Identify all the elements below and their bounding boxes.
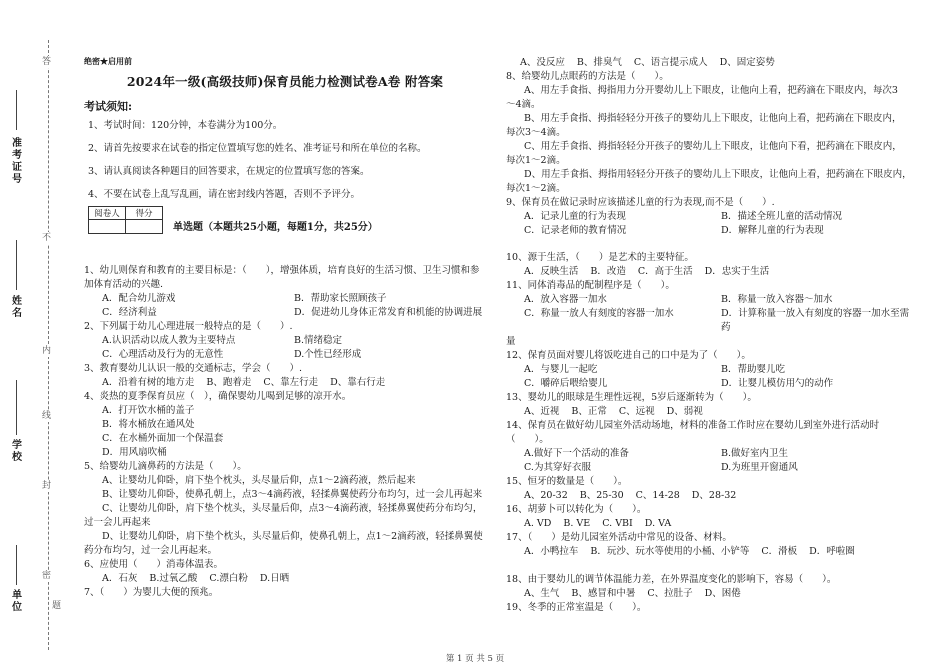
exam-number-label: 准考证号 bbox=[12, 138, 22, 185]
question-12-options bbox=[524, 377, 918, 391]
unit-field[interactable] bbox=[16, 545, 17, 585]
option[interactable]: C．嚼碎后喂给婴儿 bbox=[524, 378, 608, 389]
option[interactable]: B、感冒和中暑 bbox=[571, 588, 636, 599]
option[interactable]: D、靠右行走 bbox=[330, 377, 386, 388]
option[interactable]: D.为班里开窗通风 bbox=[721, 462, 798, 473]
option[interactable]: B、25-30 bbox=[579, 490, 624, 501]
question-11: 11、同体消毒品的配制程序是（ ）。 bbox=[506, 280, 675, 291]
option[interactable]: B.情绪稳定 bbox=[294, 335, 343, 346]
option[interactable]: A、让婴幼儿仰卧，肩下垫个枕头，头尽量后仰，点1～2滴药液，然后起来 bbox=[102, 475, 416, 486]
option[interactable]: D、28-32 bbox=[691, 490, 737, 501]
option-continuation: 量 bbox=[506, 336, 516, 347]
question-16-options bbox=[524, 517, 918, 531]
seal-mark-xian: 线 bbox=[42, 411, 52, 421]
score-table bbox=[88, 206, 163, 234]
question-10: 10、源于生活，（ ）是艺术的主要特征。 bbox=[506, 252, 694, 263]
question-13: 13、婴幼儿的眼球是生理性远视，5岁后逐渐转为（ ）。 bbox=[506, 392, 757, 403]
question-1-options bbox=[102, 292, 486, 306]
question-2: 2、下列属于幼儿心理进展一般特点的是（ ）. bbox=[84, 321, 293, 332]
option[interactable]: A．小鸭拉车 bbox=[524, 546, 579, 557]
option[interactable]: B、排臭气 bbox=[576, 57, 622, 68]
option[interactable]: B．将水桶放在通风处 bbox=[102, 419, 195, 430]
seal-mark-nei: 内 bbox=[42, 346, 52, 356]
option[interactable]: C、语言提示成人 bbox=[633, 57, 708, 68]
option-continuation: 每次1～2滴。 bbox=[506, 183, 566, 194]
option[interactable]: D．呼啦圈 bbox=[809, 546, 855, 557]
option[interactable]: D、让婴幼儿仰卧，肩下垫个枕头，头尽量后仰，使鼻孔朝上，点1～2滴药液，轻揉鼻翼使 bbox=[102, 531, 483, 542]
question-14: 14、保育员在做好幼儿园室外活动场地，材料的准备工作时应在婴幼儿到室外进行活动时（ ）。 bbox=[506, 420, 880, 445]
option[interactable]: A.做好下一个活动的准备 bbox=[524, 448, 629, 459]
question-9-options bbox=[524, 210, 918, 224]
option[interactable]: A、没反应 bbox=[520, 57, 565, 68]
option[interactable]: D、固定姿势 bbox=[719, 57, 775, 68]
grader-header: 阅卷人 bbox=[89, 207, 126, 220]
question-6: 6、应使用（ ）消毒体温表。 bbox=[84, 559, 224, 570]
question-2-options bbox=[102, 348, 486, 362]
option[interactable]: D.个性已经形成 bbox=[294, 349, 362, 360]
option[interactable]: D、弱视 bbox=[666, 406, 703, 417]
seal-mark-da: 答 bbox=[42, 57, 52, 67]
question-7-options bbox=[520, 56, 918, 70]
option[interactable]: C．记录老师的教育情况 bbox=[524, 225, 627, 236]
question-18: 18、由于婴幼儿的调节体温能力差，在外界温度变化的影响下，容易（ ）。 bbox=[506, 574, 837, 585]
exam-number-field[interactable] bbox=[16, 90, 17, 130]
option[interactable]: C.漂白粉 bbox=[209, 573, 248, 584]
option[interactable]: D．让婴儿模仿用勺的动作 bbox=[721, 378, 834, 389]
option[interactable]: A. VD bbox=[524, 518, 552, 529]
option[interactable]: C．称量一放人有刻度的容器一加水 bbox=[524, 308, 674, 319]
question-8: 8、给婴幼儿点眼药的方法是（ ）。 bbox=[506, 71, 669, 82]
name-label: 姓名 bbox=[12, 296, 22, 319]
option[interactable]: C、远视 bbox=[618, 406, 655, 417]
option[interactable]: B．描述全班儿童的活动情况 bbox=[721, 211, 842, 222]
score-header: 得分 bbox=[126, 207, 163, 220]
option[interactable]: B．帮助婴儿吃 bbox=[721, 364, 785, 375]
question-12: 12、保育员面对婴儿将饭吃进自己的口中是为了（ ）。 bbox=[506, 350, 751, 361]
option[interactable]: C、用左手食指、拇指轻轻分开孩子的婴幼儿上下眼皮，让他向下看，把药滴在下眼皮内， bbox=[524, 141, 902, 152]
unit-label: 单位 bbox=[12, 590, 22, 613]
question-10-options bbox=[524, 265, 918, 279]
score-row bbox=[88, 206, 486, 234]
notice-item: 1、考试时间：120分钟，本卷满分为100分。 bbox=[88, 120, 283, 131]
option[interactable]: A、20-32 bbox=[524, 490, 568, 501]
score-cell[interactable] bbox=[126, 220, 163, 234]
question-9-options bbox=[524, 224, 918, 238]
question-1: 1、幼儿则保育和教育的主要目标是：（ ），增强体质，培育良好的生活习惯、卫生习惯和参加体育活动的兴趣. bbox=[84, 265, 480, 290]
option[interactable]: D. VA bbox=[644, 518, 672, 529]
question-14-options bbox=[524, 461, 918, 475]
question-7: 7、（ ）为婴儿大便的预兆。 bbox=[84, 587, 219, 598]
seal-mark-mi: 密 bbox=[42, 571, 52, 581]
question-11-options bbox=[524, 293, 918, 307]
option[interactable]: D．用风扇吹桶 bbox=[102, 447, 167, 458]
option[interactable]: A．石灰 bbox=[102, 573, 138, 584]
option[interactable]: B．改造 bbox=[590, 266, 626, 277]
option[interactable]: C.为其穿好衣服 bbox=[524, 462, 591, 473]
option[interactable]: C．在水桶外面加一个保温套 bbox=[102, 433, 224, 444]
question-9: 9、保育员在做记录时应该描述儿童的行为表现,而不是（ ）. bbox=[506, 197, 775, 208]
option[interactable]: C. VBI bbox=[602, 518, 633, 529]
option[interactable]: B.做好室内卫生 bbox=[721, 448, 789, 459]
option[interactable]: B. VE bbox=[563, 518, 591, 529]
question-15: 15、恒牙的数量是（ ）。 bbox=[506, 476, 628, 487]
option-continuation: ～4滴。 bbox=[506, 99, 541, 110]
option[interactable]: A、生气 bbox=[524, 588, 560, 599]
option[interactable]: B、让婴幼儿仰卧，使鼻孔朝上，点3～4滴药液，轻揉鼻翼使药分布均匀，过一会儿再起来 bbox=[102, 489, 483, 500]
option[interactable]: A．打开饮水桶的盖子 bbox=[102, 405, 195, 416]
option[interactable]: B．称量一放入容器～加水 bbox=[721, 294, 833, 305]
option[interactable]: D．促进幼儿身体正常发育和机能的协调进展 bbox=[294, 307, 483, 318]
left-column bbox=[84, 56, 486, 600]
school-field[interactable] bbox=[16, 380, 17, 435]
option[interactable]: D．计算称量一放入有刻度的容器一加水至需药 bbox=[721, 308, 910, 333]
option[interactable]: A．与婴儿一起吃 bbox=[524, 364, 598, 375]
question-3-options bbox=[102, 376, 486, 390]
name-field[interactable] bbox=[16, 240, 17, 290]
option[interactable]: C、靠左行走 bbox=[263, 377, 319, 388]
seal-mark-ti: 题 bbox=[52, 601, 62, 611]
question-18-options bbox=[524, 587, 918, 601]
option[interactable]: B.过氧乙酸 bbox=[149, 573, 198, 584]
option[interactable]: A．沿着有树的地方走 bbox=[102, 377, 195, 388]
option[interactable]: C．心理活动及行为的无意性 bbox=[102, 349, 224, 360]
option[interactable]: A、用左手食指、拇指用力分开婴幼儿上下眼皮，让他向上看，把药滴在下眼皮内，每次3 bbox=[524, 85, 898, 96]
question-19: 19、冬季的正常室温是（ ）。 bbox=[506, 602, 647, 613]
question-17-options bbox=[524, 545, 918, 559]
option[interactable]: C、拉肚子 bbox=[647, 588, 693, 599]
option[interactable]: D、困倦 bbox=[704, 588, 741, 599]
page-footer: 第 1 页 共 5 页 bbox=[445, 654, 505, 664]
seal-mark-feng: 封 bbox=[42, 481, 52, 491]
option[interactable]: D.日晒 bbox=[259, 573, 290, 584]
secret-mark: 绝密★启用前 bbox=[84, 56, 132, 66]
exam-title: 2024年一级(高级技师)保育员能力检测试卷A卷 附答案 bbox=[126, 74, 444, 89]
section-title: 单选题（本题共25小题，每题1分，共25分） bbox=[173, 222, 378, 233]
grader-cell[interactable] bbox=[89, 220, 126, 234]
notice-item: 3、请认真阅读各种题目的回答要求，在规定的位置填写您的答案。 bbox=[88, 166, 370, 177]
option[interactable]: B．玩沙、玩水等使用的小桶、小铲等 bbox=[590, 546, 750, 557]
question-14-options bbox=[524, 447, 918, 461]
question-4: 4、炎热的夏季保育员应（ ），确保婴幼儿喝到足够的凉开水。 bbox=[84, 391, 352, 402]
option[interactable]: C、让婴幼儿仰卧，肩下垫个枕头，头尽量后仰，点3～4滴药液，轻揉鼻翼使药分布均匀， bbox=[102, 503, 483, 514]
notice-item: 2、请首先按要求在试卷的指定位置填写您的姓名、准考证号和所在单位的名称。 bbox=[88, 143, 427, 154]
option-continuation: 过一会儿再起来 bbox=[84, 517, 151, 528]
option[interactable]: C．经济利益 bbox=[102, 307, 157, 318]
notice-item: 4、不要在试卷上乱写乱画，请在密封线内答题，否则不予评分。 bbox=[88, 189, 361, 200]
option[interactable]: D、用左手食指、拇指用轻轻分开孩子的婴幼儿上下眼皮，让他向上看，把药滴在下眼皮内， bbox=[524, 169, 912, 180]
notice-title: 考试须知: bbox=[84, 100, 133, 113]
option[interactable]: C．高于生活 bbox=[637, 266, 693, 277]
option[interactable]: C．滑板 bbox=[761, 546, 798, 557]
seal-mark-bu: 不 bbox=[42, 233, 52, 243]
school-label: 学校 bbox=[12, 440, 22, 463]
question-5: 5、给婴幼儿滴鼻药的方法是（ ）。 bbox=[84, 461, 247, 472]
option[interactable]: D．忠实于生活 bbox=[704, 266, 770, 277]
option[interactable]: B、跑着走 bbox=[206, 377, 252, 388]
option[interactable]: A.认识活动以成人教为主要特点 bbox=[102, 335, 236, 346]
option[interactable]: C、14-28 bbox=[635, 490, 680, 501]
option[interactable]: A、近视 bbox=[524, 406, 560, 417]
option-continuation: 药分布均匀，过一会儿再起来。 bbox=[84, 545, 218, 556]
option[interactable]: B．帮助家长照顾孩子 bbox=[294, 293, 387, 304]
question-11-options bbox=[524, 307, 918, 335]
option[interactable]: A．反映生活 bbox=[524, 266, 579, 277]
option[interactable]: A．记录儿童的行为表现 bbox=[524, 211, 626, 222]
option[interactable]: D．解释儿童的行为表现 bbox=[721, 225, 824, 236]
question-2-options bbox=[102, 334, 486, 348]
question-15-options bbox=[524, 489, 918, 503]
question-17: 17、（ ）是幼儿园室外活动中常见的设备、材料。 bbox=[506, 532, 732, 543]
right-column bbox=[506, 56, 918, 615]
question-12-options bbox=[524, 363, 918, 377]
option[interactable]: A．放入容器一加水 bbox=[524, 294, 607, 305]
question-3: 3、教育婴幼儿认识一般的交通标志，学会（ ）. bbox=[84, 363, 303, 374]
question-13-options bbox=[524, 405, 918, 419]
question-1-options bbox=[102, 306, 486, 320]
option-continuation: 每次3～4滴。 bbox=[506, 127, 566, 138]
option[interactable]: B、正常 bbox=[571, 406, 607, 417]
option[interactable]: A．配合幼儿游戏 bbox=[102, 293, 176, 304]
question-6-options bbox=[102, 572, 486, 586]
option-continuation: 每次1～2滴。 bbox=[506, 155, 566, 166]
question-16: 16、胡萝卜可以转化为（ ）。 bbox=[506, 504, 647, 515]
option[interactable]: B、用左手食指、拇指轻轻分开孩子的婴幼儿上下眼皮，让他向上看，把药滴在下眼皮内， bbox=[524, 113, 902, 124]
binding-margin bbox=[0, 0, 78, 671]
